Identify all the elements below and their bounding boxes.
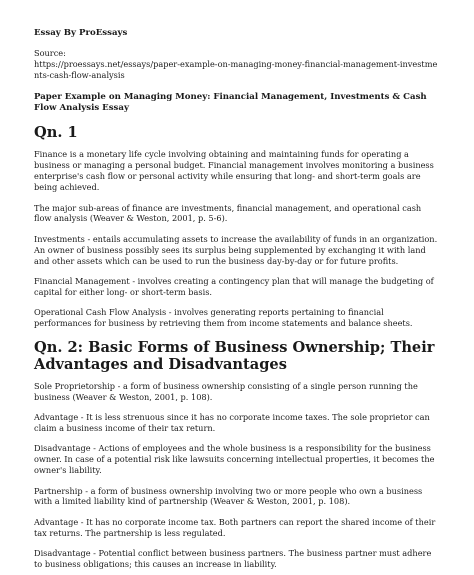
paragraph: Sole Proprietorship - a form of business ownership consisting of a single person running the business (Weaver & Weston, 2001, p. 108). bbox=[34, 380, 418, 402]
brand-name: Essay By ProEssays bbox=[34, 28, 128, 38]
paragraph: Advantage - It is less strenuous since it has no corporate income taxes. The sole proprietor can claim a business income of their tax return. bbox=[34, 411, 430, 433]
section-heading-qn1: Qn. 1 bbox=[34, 124, 78, 142]
paragraph: Investments - entails accumulating assets to increase the availability of funds in an organization. An owner of business possibly sees its surplus being supplemented by exchanging it with land and other assets which can be used to run the business day-by-day or for future profits. bbox=[34, 233, 438, 266]
section-heading-qn2: Qn. 2: Basic Forms of Business Ownership; Their Advantages and Disadvantages bbox=[34, 338, 435, 373]
paragraph: Operational Cash Flow Analysis - involves generating reports pertaining to financial performances for business by retrieving them from income statements and balance sheets. bbox=[34, 307, 413, 329]
source-block bbox=[34, 48, 440, 80]
paragraph: Partnership - a form of business ownership involving two or more people who own a business with a limited liability kind of partnership (Weaver & Weston, 2001, p. 108). bbox=[34, 485, 423, 507]
source-label: Source: bbox=[34, 48, 66, 58]
paragraph: Disadvantage - Potential conflict between business partners. The business partner must adhere to business obligations; this causes an increase in liability. bbox=[34, 548, 432, 570]
paragraph: Disadvantage - Actions of employees and the whole business is a responsibility for the business owner. In case of a potential risk like lawsuits concerning intellectual properties, it becomes the owner's liability. bbox=[34, 443, 435, 476]
source-url[interactable]: https://proessays.net/essays/paper-example-on-managing-money-financial-management-investments-cash-flow-analysis bbox=[34, 58, 438, 80]
section-qn1 bbox=[34, 124, 440, 329]
paragraph: The major sub-areas of finance are investments, financial management, and operational cash flow analysis (Weaver & Weston, 2001, p. 5-6). bbox=[34, 202, 422, 224]
document-title: Paper Example on Managing Money: Financial Management, Investments & Cash Flow Analysis Essay bbox=[34, 92, 427, 114]
section-qn2 bbox=[34, 339, 440, 570]
paragraph: Financial Management - involves creating a contingency plan that will manage the budgeting of capital for either long- or short-term basis. bbox=[34, 276, 434, 297]
paragraph: Advantage - It has no corporate income tax. Both partners can report the shared income of their tax returns. The partnership is less regulated. bbox=[34, 516, 436, 538]
paragraph: Finance is a monetary life cycle involving obtaining and maintaining funds for operating a business or managing a personal budget. Financial management involves monitoring a business enterprise's cash flow or personal activity while ensuring that long- and short-term goals are being achieved. bbox=[34, 149, 434, 193]
